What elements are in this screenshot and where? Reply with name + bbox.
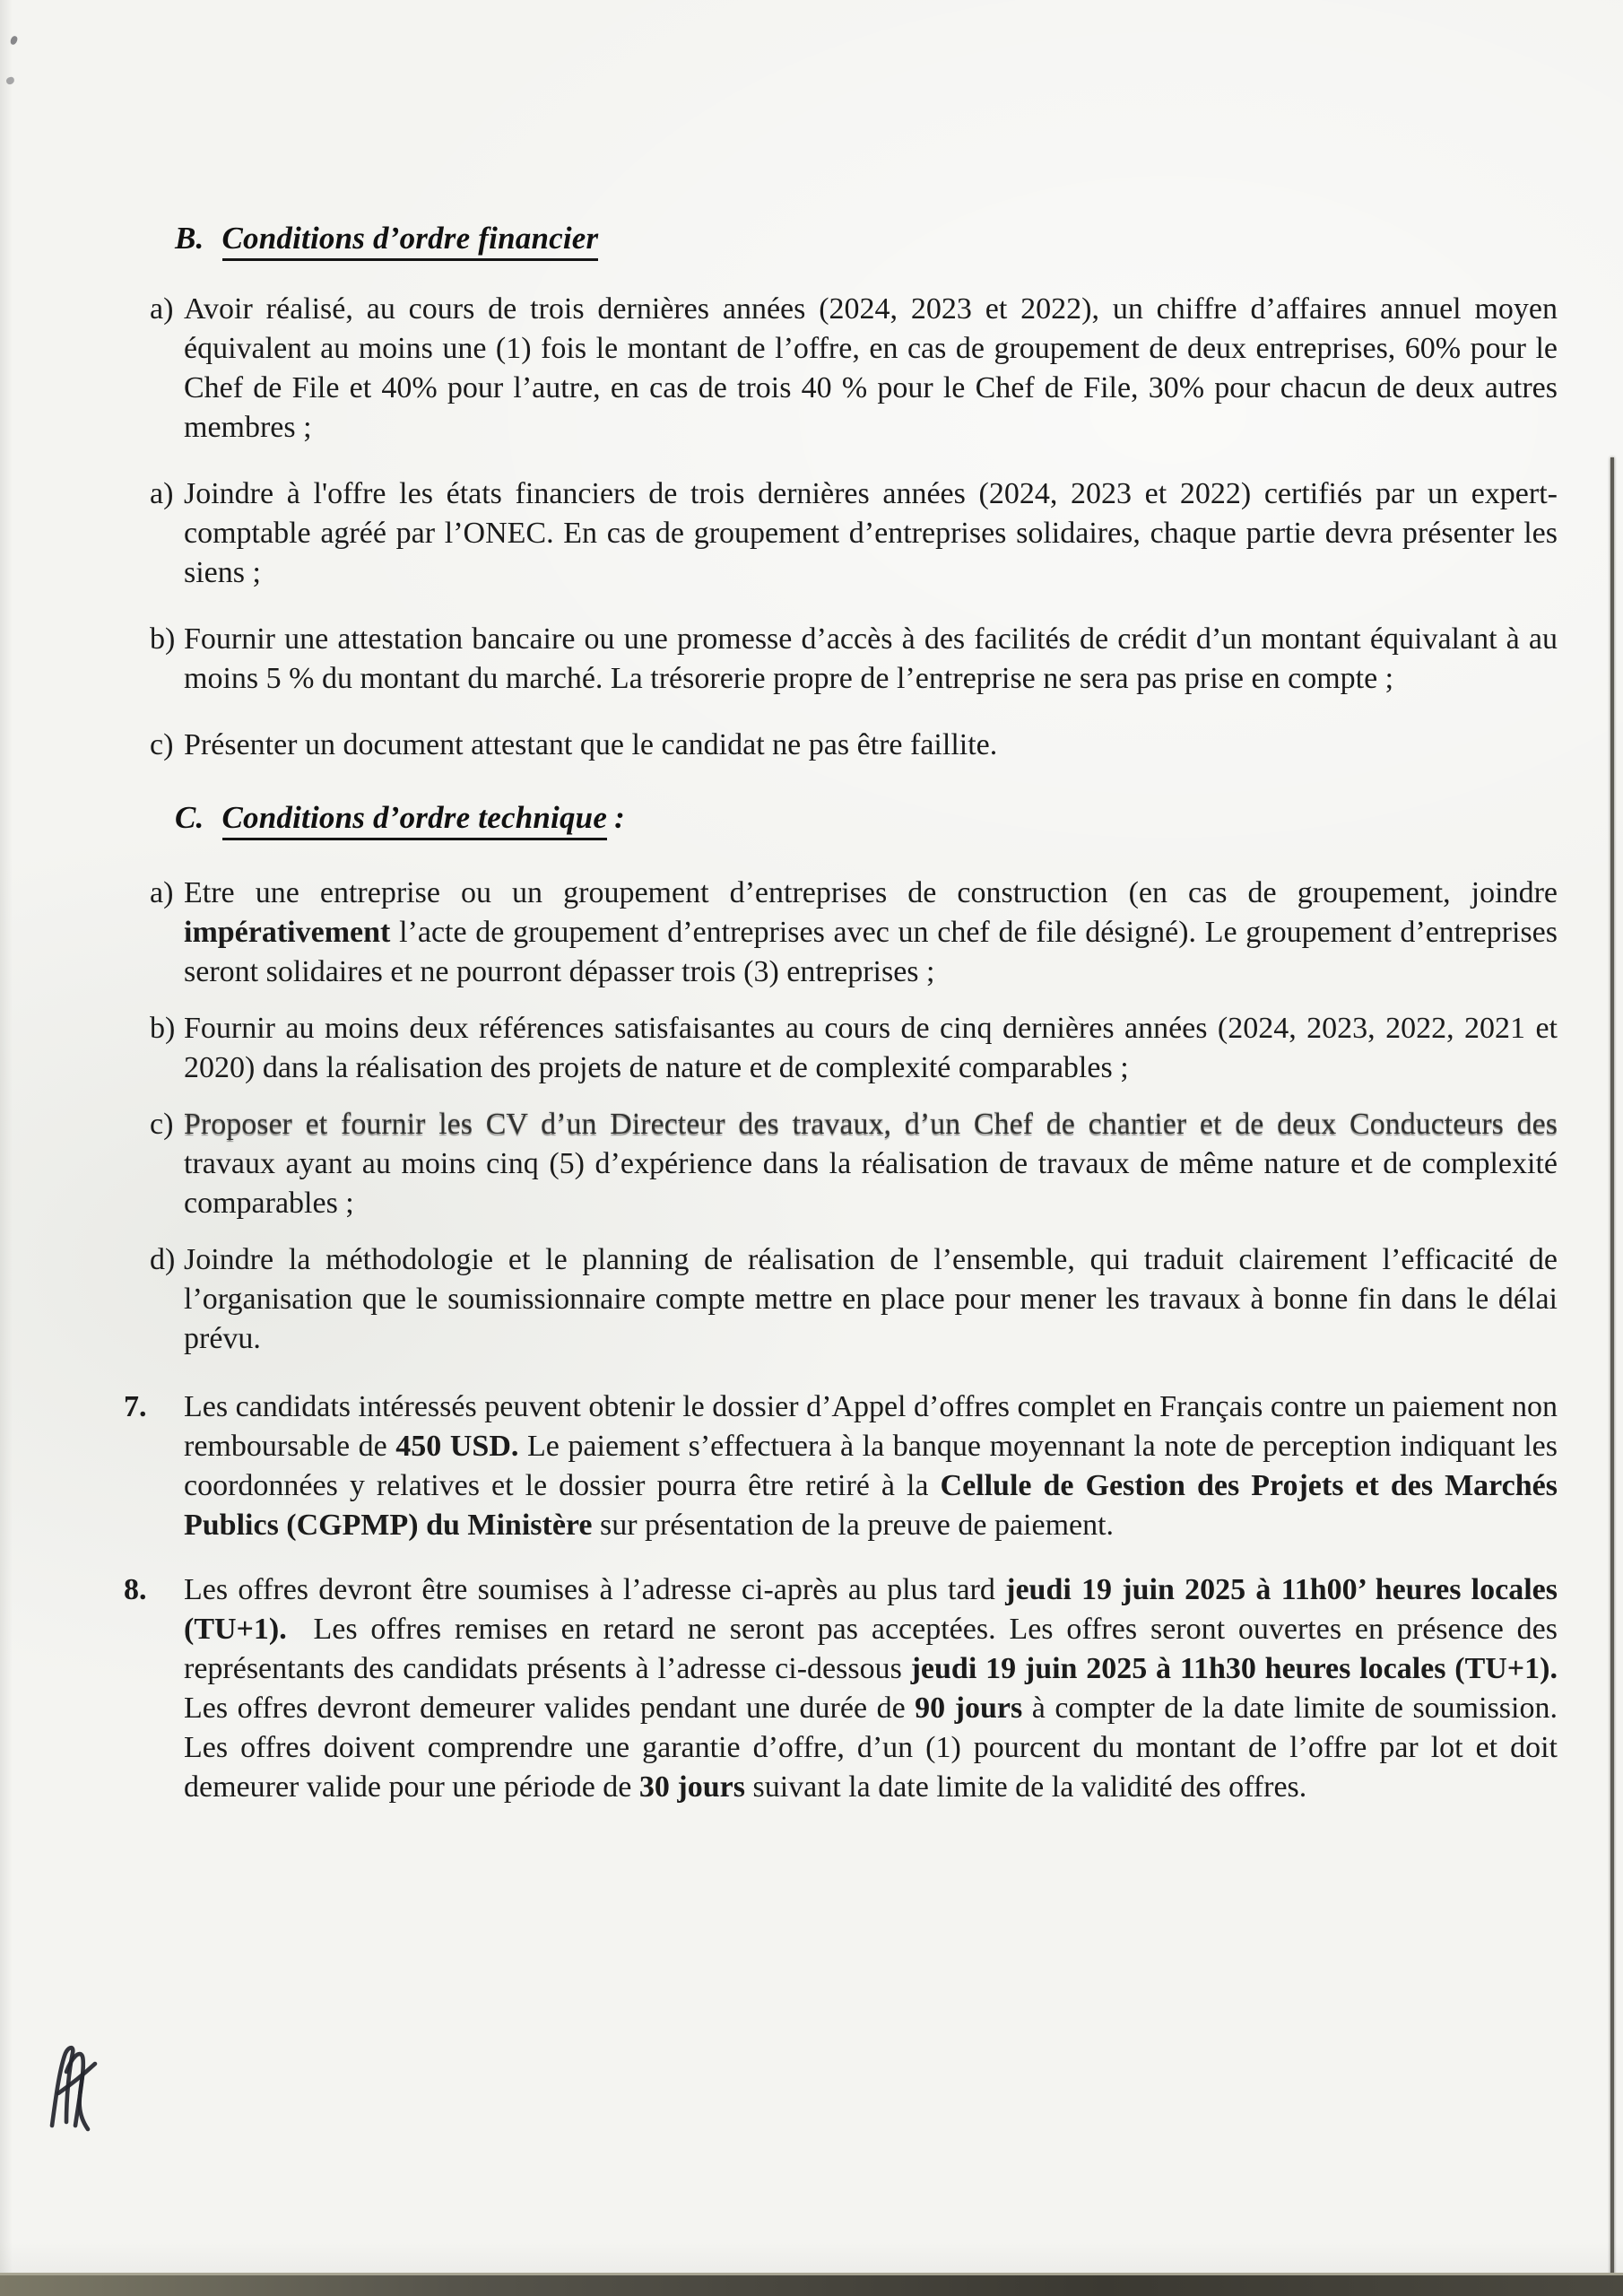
numbered-item-text: Les offres devront être soumises à l’adresse ci-après au plus tard jeudi 19 juin 2025 à 11h00’ heures locales (TU+1). Les offres remises en retard ne seront pas acceptées. Les offres seront ouvertes en présence des représentants des candidats présents à l’adresse ci-dessous jeudi 19 juin 2025 à 11h30 heures locales (TU+1). Les offres devront demeurer valides pendant une durée de 90 jours à compter de la date limite de soumission. Les offres doivent comprendre une garantie d’offre, d’un (1) pourcent du montant de l’offre par lot et doit demeurer valide pour une période de 30 jours suivant la date limite de la validité des offres.	[184, 1573, 1558, 1804]
list-item-financial-a1	[150, 290, 1558, 448]
section-financial-title: Conditions d’ordre financier	[222, 221, 599, 261]
numbered-item-7	[124, 1387, 1558, 1545]
list-item-financial-c	[150, 726, 1558, 765]
list-item-financial-a2	[150, 474, 1558, 593]
list-item-text: Avoir réalisé, au cours de trois dernières années (2024, 2023 et 2022), un chiffre d’affaires annuel moyen équivalent au moins une (1) fois le montant de l’offre, en cas de groupement de deux entreprises, 60% pour le Chef de File et 40% pour l’autre, en cas de trois 40 % pour le Chef de File, 30% pour chacun de deux autres membres ;	[184, 292, 1558, 444]
list-item-financial-b	[150, 620, 1558, 699]
ink-speck	[10, 35, 19, 46]
section-technical-suffix: :	[614, 800, 625, 835]
numbered-item-text: Les candidats intéressés peuvent obtenir le dossier d’Appel d’offres complet en Français contre un paiement non remboursable de 450 USD. Le paiement s’effectuera à la banque moyennant la note de perception indiquant les coordonnées y relatives et le dossier pourra être retiré à la Cellule de Gestion des Projets et des Marchés Publics (CGPMP) du Ministère sur présentation de la preuve de paiement.	[184, 1390, 1558, 1542]
numbered-marker: 7.	[124, 1390, 147, 1423]
handwritten-initials-icon	[34, 2034, 124, 2142]
list-item-text: Joindre à l'offre les états financiers de trois dernières années (2024, 2023 et 2022) certifiés par un expert-comptable agréé par l’ONEC. En cas de groupement d’entreprises solidaires, chaque partie devra présenter les siens ;	[184, 477, 1558, 589]
list-item-technical-a	[150, 874, 1558, 992]
list-marker: c)	[150, 728, 174, 761]
list-item-technical-b	[150, 1009, 1558, 1088]
section-financial-heading	[175, 218, 1558, 259]
list-marker: c)	[150, 1108, 174, 1141]
scan-bottom-edge	[0, 2273, 1623, 2296]
section-financial-letter: B.	[175, 221, 204, 256]
numbered-marker: 8.	[124, 1573, 147, 1606]
section-technical-letter: C.	[175, 800, 204, 835]
scan-right-edge-line	[1610, 457, 1614, 2275]
list-marker: d)	[150, 1243, 176, 1276]
list-marker: b)	[150, 1012, 176, 1045]
section-technical-heading	[175, 797, 1558, 839]
list-item-technical-d	[150, 1240, 1558, 1359]
list-item-text: Joindre la méthodologie et le planning de réalisation de l’ensemble, qui traduit clairement l’efficacité de l’organisation que le soumissionnaire compte mettre en place pour mener les travaux à bonne fin dans le délai prévu.	[184, 1243, 1558, 1355]
list-marker: a)	[150, 876, 174, 909]
list-item-text: Proposer et fournir les CV d’un Directeur des travaux, d’un Chef de chantier et de deux Conducteurs des travaux ayant au moins cinq (5) d’expérience dans la réalisation de travaux de même nature et de complexité comparables ;	[184, 1108, 1558, 1220]
list-item-text: Etre une entreprise ou un groupement d’entreprises de construction (en cas de groupement, joindre impérativement l’acte de groupement d’entreprises avec un chef de file désigné). Le groupement d’entreprises seront solidaires et ne pourront dépasser trois (3) entreprises ;	[184, 876, 1558, 988]
list-item-technical-c	[150, 1105, 1558, 1223]
list-marker: b)	[150, 622, 176, 656]
numbered-item-8	[124, 1570, 1558, 1807]
ink-speck	[5, 76, 14, 85]
list-item-text: Fournir au moins deux références satisfaisantes au cours de cinq dernières années (2024, 2023, 2022, 2021 et 2020) dans la réalisation des projets de nature et de complexité comparables ;	[184, 1012, 1558, 1084]
list-item-text: Présenter un document attestant que le candidat ne pas être faillite.	[184, 728, 998, 761]
list-marker: a)	[150, 477, 174, 510]
document-content	[124, 218, 1558, 1832]
list-marker: a)	[150, 292, 174, 326]
list-item-text: Fournir une attestation bancaire ou une promesse d’accès à des facilités de crédit d’un montant équivalant à au moins 5 % du montant du marché. La trésorerie propre de l’entreprise ne sera pas prise en compte ;	[184, 622, 1558, 695]
section-technical-title: Conditions d’ordre technique	[222, 800, 608, 840]
